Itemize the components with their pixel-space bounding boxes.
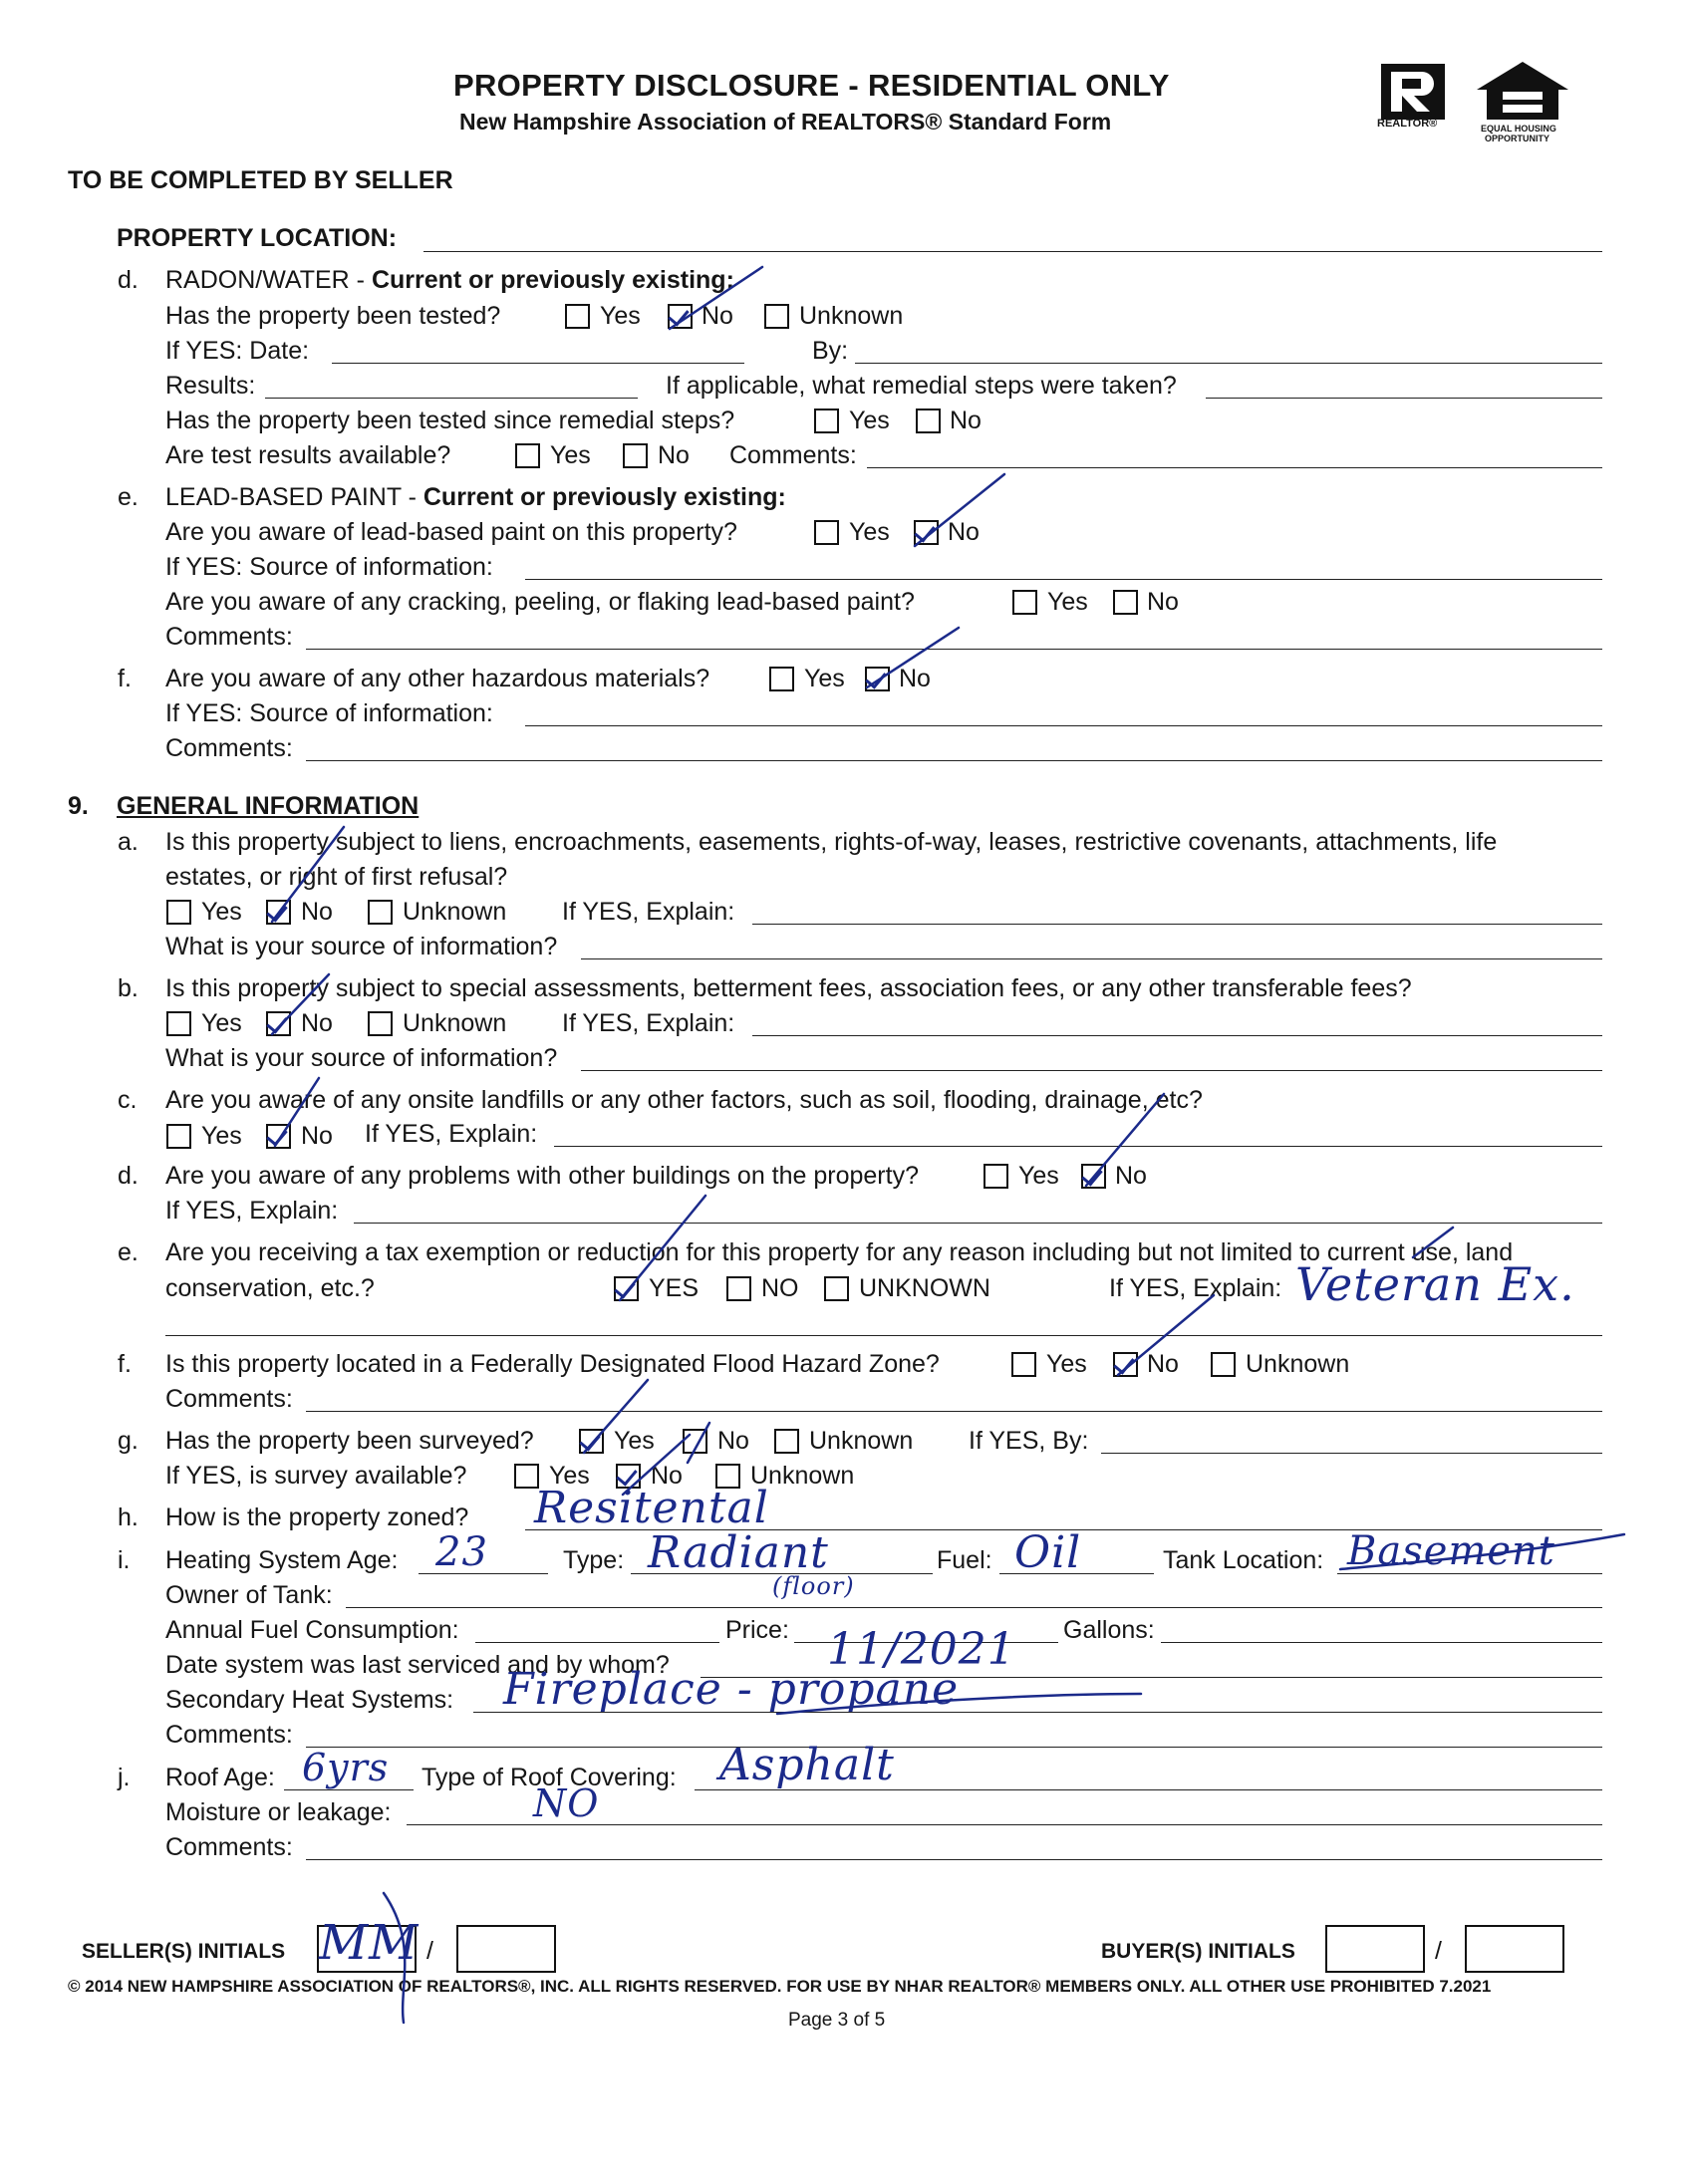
- stroke-buildings: [1086, 1094, 1164, 1186]
- heating-age-value[interactable]: 23: [435, 1529, 488, 1575]
- radon-by-label: By:: [812, 337, 849, 365]
- radon-tested-since-no-label: No: [950, 407, 982, 434]
- stroke-basement-tail: [1340, 1534, 1624, 1569]
- roof-covering-value[interactable]: Asphalt: [719, 1740, 895, 1790]
- surveyed-question: Has the property been surveyed?: [165, 1427, 534, 1455]
- section-9h-letter: h.: [118, 1503, 139, 1531]
- stroke-initials-tail: [384, 1893, 405, 2023]
- form-title: PROPERTY DISCLOSURE - RESIDENTIAL ONLY: [453, 68, 1170, 103]
- moisture-label: Moisture or leakage:: [165, 1798, 392, 1826]
- surveyed-by-label: If YES, By:: [969, 1427, 1089, 1455]
- tax-exemption-no-label: NO: [761, 1274, 799, 1302]
- liens-yes-label: Yes: [201, 898, 242, 926]
- fuel-gallons-label: Gallons:: [1063, 1616, 1155, 1644]
- tank-location-label: Tank Location:: [1163, 1546, 1324, 1574]
- tank-location-value[interactable]: Basement: [1347, 1528, 1555, 1574]
- survey-available-no-label: No: [651, 1462, 683, 1490]
- stroke-survey-available: [623, 1435, 690, 1495]
- radon-results-label: Results:: [165, 372, 256, 400]
- page-number: Page 3 of 5: [788, 2010, 886, 2031]
- liens-no-label: No: [301, 898, 333, 926]
- liens-explain-label: If YES, Explain:: [562, 898, 735, 926]
- section-9i-letter: i.: [118, 1546, 131, 1574]
- lead-aware-no-label: No: [948, 518, 980, 546]
- fuel-consumption-label: Annual Fuel Consumption:: [165, 1616, 459, 1644]
- landfills-question: Are you aware of any onsite landfills or any other factors, such as soil, flooding, drainage, etc?: [165, 1086, 1203, 1114]
- lead-cracking-question: Are you aware of any cracking, peeling, or flaking lead-based paint?: [165, 588, 915, 616]
- lead-aware-yes-label: Yes: [849, 518, 890, 546]
- assessments-question: Is this property subject to special assessments, betterment fees, association fees, or any other transferable fees?: [165, 974, 1412, 1002]
- general-information-heading: GENERAL INFORMATION: [117, 792, 420, 820]
- radon-comments-label: Comments:: [729, 441, 857, 469]
- lead-source-label: If YES: Source of information:: [165, 553, 493, 581]
- landfills-yes-label: Yes: [201, 1122, 242, 1150]
- survey-available-yes-label: Yes: [549, 1462, 590, 1490]
- flood-zone-yes-label: Yes: [1046, 1350, 1087, 1378]
- tax-exemption-unknown-label: UNKNOWN: [859, 1274, 990, 1302]
- stroke-radon: [670, 267, 762, 329]
- form-subtitle: New Hampshire Association of REALTORS® Standard Form: [459, 109, 1112, 135]
- radon-remedial-label: If applicable, what remedial steps were taken?: [666, 372, 1177, 400]
- lead-heading-normal: LEAD-BASED PAINT -: [165, 483, 423, 511]
- radon-results-available-question: Are test results available?: [165, 441, 451, 469]
- seller-initials-slash: /: [426, 1937, 433, 1965]
- radon-tested-no-label: No: [702, 302, 733, 330]
- hazardous-yes-label: Yes: [804, 665, 845, 692]
- flood-zone-comments-label: Comments:: [165, 1385, 293, 1413]
- flood-zone-no-label: No: [1147, 1350, 1179, 1378]
- section-f-letter: f.: [118, 665, 132, 692]
- tax-exemption-yes-label: YES: [649, 1274, 700, 1302]
- liens-unknown-label: Unknown: [403, 898, 507, 926]
- stroke-surveyed: [584, 1380, 648, 1453]
- stroke-hazardous: [867, 628, 959, 687]
- tax-exemption-question-line-1: Are you receiving a tax exemption or reduction for this property for any reason including but not limited to current use, land: [165, 1238, 1514, 1266]
- section-9-number: 9.: [68, 792, 89, 820]
- hazardous-comments-label: Comments:: [165, 734, 293, 762]
- section-9b-letter: b.: [118, 974, 139, 1002]
- section-9g-letter: g.: [118, 1427, 139, 1455]
- flood-zone-question: Is this property located in a Federally Designated Flood Hazard Zone?: [165, 1350, 940, 1378]
- lead-cracking-no-label: No: [1147, 588, 1179, 616]
- buyer-initials-slash: /: [1435, 1937, 1442, 1965]
- roof-age-value[interactable]: 6yrs: [302, 1746, 390, 1789]
- stroke-landfills: [275, 1078, 319, 1146]
- stroke-tax-exemption: [620, 1196, 705, 1300]
- roof-comments-label: Comments:: [165, 1833, 293, 1861]
- surveyed-unknown-label: Unknown: [809, 1427, 914, 1455]
- surveyed-yes-label: Yes: [614, 1427, 655, 1455]
- roof-age-label: Roof Age:: [165, 1764, 275, 1791]
- radon-results-available-no-label: No: [658, 441, 690, 469]
- stroke-lead: [915, 474, 1004, 546]
- copyright-notice: © 2014 NEW HAMPSHIRE ASSOCIATION OF REALTORS®, INC. ALL RIGHTS RESERVED. FOR USE BY NHAR REALTOR® MEMBERS ONLY. ALL OTHER USE PROHIBITED 7.2021: [68, 1977, 1492, 1996]
- property-location-label: PROPERTY LOCATION:: [117, 224, 398, 252]
- equal-housing-text-2: OPPORTUNITY: [1485, 134, 1550, 143]
- assessments-source-label: What is your source of information?: [165, 1044, 558, 1072]
- heating-age-label: Heating System Age:: [165, 1546, 399, 1574]
- hazardous-source-label: If YES: Source of information:: [165, 699, 493, 727]
- lead-cracking-yes-label: Yes: [1047, 588, 1088, 616]
- radon-tested-yes-label: Yes: [600, 302, 641, 330]
- heating-type-note: (floor): [772, 1572, 855, 1600]
- liens-question-line-2: estates, or right of first refusal?: [165, 863, 508, 891]
- tax-exemption-question-line-2: conservation, etc.?: [165, 1274, 375, 1302]
- surveyed-no-label: No: [717, 1427, 749, 1455]
- seller-initials-value: MM: [319, 1915, 420, 1971]
- zoned-answer[interactable]: Resitental: [534, 1483, 769, 1533]
- hazardous-question: Are you aware of any other hazardous materials?: [165, 665, 710, 692]
- landfills-no-label: No: [301, 1122, 333, 1150]
- equal-housing-text-1: EQUAL HOUSING: [1481, 124, 1556, 134]
- heating-fuel-label: Fuel:: [937, 1546, 992, 1574]
- tax-exemption-explain-label: If YES, Explain:: [1109, 1274, 1282, 1302]
- radon-date-label: If YES: Date:: [165, 337, 310, 365]
- radon-tested-since-yes-label: Yes: [849, 407, 890, 434]
- radon-tested-since-question: Has the property been tested since remedial steps?: [165, 407, 735, 434]
- radon-heading-bold: Current or previously existing:: [371, 266, 734, 294]
- heating-fuel-value[interactable]: Oil: [1014, 1527, 1082, 1578]
- stroke-flood-zone: [1118, 1295, 1214, 1375]
- stroke-assessments: [272, 974, 329, 1034]
- assessments-no-label: No: [301, 1009, 333, 1037]
- lead-comments-label: Comments:: [165, 623, 293, 651]
- lead-aware-question: Are you aware of lead-based paint on this property?: [165, 518, 737, 546]
- section-9j-letter: j.: [118, 1764, 131, 1791]
- buildings-yes-label: Yes: [1018, 1162, 1059, 1190]
- buildings-question: Are you aware of any problems with other buildings on the property?: [165, 1162, 919, 1190]
- section-d-letter: d.: [118, 266, 139, 294]
- heating-type-label: Type:: [563, 1546, 625, 1574]
- section-e-letter: e.: [118, 483, 139, 511]
- liens-question-line-1: Is this property subject to liens, encroachments, easements, rights-of-way, leases, restrictive covenants, attachments, life: [165, 828, 1498, 856]
- last-serviced-label: Date system was last serviced and by whom?: [165, 1651, 670, 1679]
- section-9c-letter: c.: [118, 1086, 138, 1114]
- buildings-explain-label: If YES, Explain:: [165, 1197, 339, 1225]
- assessments-unknown-label: Unknown: [403, 1009, 507, 1037]
- radon-heading-normal: RADON/WATER -: [165, 266, 372, 294]
- realtor-logo-text: REALTOR®: [1377, 118, 1438, 130]
- secondary-heat-value[interactable]: Fireplace - propane: [503, 1664, 960, 1715]
- hazardous-no-label: No: [899, 665, 931, 692]
- tax-exemption-explain-answer[interactable]: Veteran Ex.: [1295, 1257, 1575, 1311]
- flood-zone-unknown-label: Unknown: [1246, 1350, 1350, 1378]
- buildings-no-label: No: [1115, 1162, 1147, 1190]
- assessments-explain-label: If YES, Explain:: [562, 1009, 735, 1037]
- radon-tested-unknown-label: Unknown: [799, 302, 904, 330]
- completed-by-label: TO BE COMPLETED BY SELLER: [68, 166, 453, 194]
- zoned-question: How is the property zoned?: [165, 1503, 469, 1531]
- stroke-surveyed-2: [688, 1423, 709, 1463]
- moisture-value[interactable]: NO: [533, 1781, 600, 1825]
- section-9f-letter: f.: [118, 1350, 132, 1378]
- stroke-liens: [272, 827, 344, 922]
- lead-heading-bold: Current or previously existing:: [422, 483, 786, 511]
- roof-covering-label: Type of Roof Covering:: [422, 1764, 677, 1791]
- section-9a-letter: a.: [118, 828, 139, 856]
- stroke-propane-tail: [777, 1694, 1141, 1714]
- last-serviced-value[interactable]: 11/2021: [827, 1624, 1016, 1675]
- assessments-yes-label: Yes: [201, 1009, 242, 1037]
- secondary-heat-label: Secondary Heat Systems:: [165, 1686, 454, 1714]
- seller-initials-label: SELLER(S) INITIALS: [82, 1940, 286, 1963]
- section-9d-letter: d.: [118, 1162, 139, 1190]
- radon-tested-question: Has the property been tested?: [165, 302, 501, 330]
- stroke-tax-exemption-2: [1413, 1228, 1453, 1257]
- heating-comments-label: Comments:: [165, 1721, 293, 1749]
- survey-available-question: If YES, is survey available?: [165, 1462, 467, 1490]
- fuel-price-label: Price:: [725, 1616, 789, 1644]
- landfills-explain-label: If YES, Explain:: [365, 1120, 538, 1148]
- section-9e-letter: e.: [118, 1238, 139, 1266]
- tank-owner-label: Owner of Tank:: [165, 1581, 333, 1609]
- survey-available-unknown-label: Unknown: [750, 1462, 855, 1490]
- buyer-initials-label: BUYER(S) INITIALS: [1101, 1940, 1295, 1963]
- liens-source-label: What is your source of information?: [165, 933, 558, 960]
- heating-type-value[interactable]: Radiant: [648, 1527, 829, 1578]
- radon-results-available-yes-label: Yes: [550, 441, 591, 469]
